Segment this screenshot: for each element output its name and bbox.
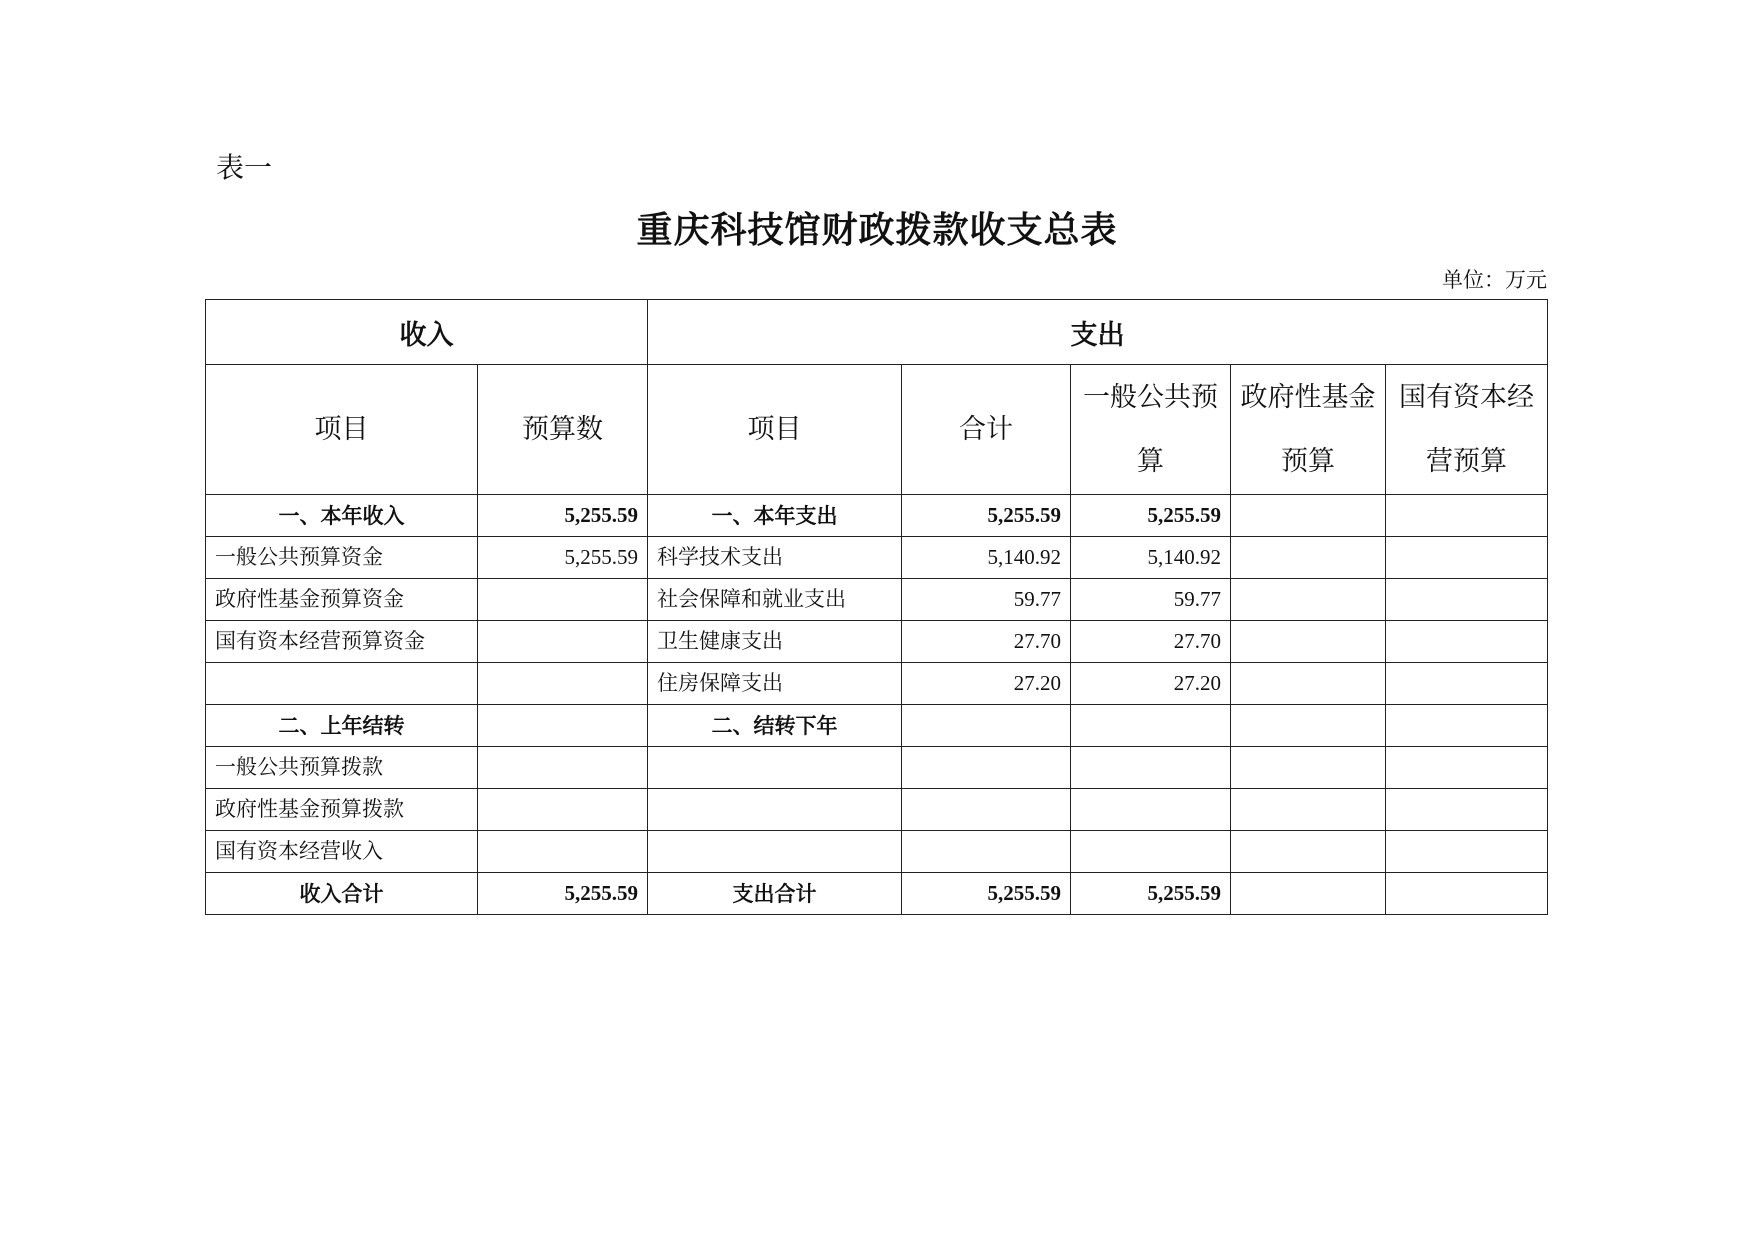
table-row (206, 705, 1548, 747)
gov-fund-cell (1231, 663, 1386, 705)
income-item-cell: 一、本年收入 (206, 495, 478, 537)
total-cell: 5,140.92 (902, 537, 1071, 579)
expense-item-cell: 卫生健康支出 (648, 621, 902, 663)
gov-fund-cell (1231, 495, 1386, 537)
income-item-cell: 一般公共预算拨款 (206, 747, 478, 789)
column-header-income-item: 项目 (206, 365, 478, 495)
expense-item-cell (648, 747, 902, 789)
general-public-cell: 59.77 (1071, 579, 1231, 621)
table-row (206, 789, 1548, 831)
total-cell: 5,255.59 (902, 873, 1071, 915)
total-cell (902, 831, 1071, 873)
general-public-cell (1071, 747, 1231, 789)
table-row (206, 495, 1548, 537)
general-public-cell: 5,255.59 (1071, 873, 1231, 915)
gov-fund-cell (1231, 873, 1386, 915)
unit-label: 单位：万元 (1442, 268, 1547, 292)
expense-group-header: 支出 (648, 300, 1548, 365)
state-capital-cell (1386, 579, 1548, 621)
income-item-cell: 政府性基金预算拨款 (206, 789, 478, 831)
state-capital-cell (1386, 789, 1548, 831)
state-capital-cell (1386, 705, 1548, 747)
total-cell: 27.70 (902, 621, 1071, 663)
state-capital-cell (1386, 747, 1548, 789)
income-budget-cell (478, 747, 648, 789)
total-cell (902, 705, 1071, 747)
gov-fund-cell (1231, 705, 1386, 747)
income-total-label-cell: 收入合计 (206, 873, 478, 915)
total-cell: 5,255.59 (902, 495, 1071, 537)
total-cell (902, 747, 1071, 789)
general-public-cell (1071, 831, 1231, 873)
income-item-cell (206, 663, 478, 705)
total-cell: 59.77 (902, 579, 1071, 621)
column-header-total: 合计 (902, 365, 1071, 495)
gov-fund-cell (1231, 579, 1386, 621)
expense-item-cell: 社会保障和就业支出 (648, 579, 902, 621)
income-budget-cell (478, 705, 648, 747)
state-capital-cell (1386, 537, 1548, 579)
state-capital-cell (1386, 663, 1548, 705)
income-budget-cell (478, 831, 648, 873)
income-budget-cell: 5,255.59 (478, 495, 648, 537)
budget-summary-table (205, 299, 1548, 915)
income-group-header: 收入 (206, 300, 648, 365)
table-row (206, 537, 1548, 579)
column-header-row (206, 365, 1548, 495)
income-budget-cell (478, 789, 648, 831)
table-number-label: 表一 (216, 151, 273, 184)
general-public-cell: 5,255.59 (1071, 495, 1231, 537)
table-row (206, 579, 1548, 621)
income-item-cell: 国有资本经营预算资金 (206, 621, 478, 663)
column-header-state-capital-budget: 国有资本经营预算 (1386, 365, 1548, 495)
income-budget-cell: 5,255.59 (478, 873, 648, 915)
income-budget-cell (478, 621, 648, 663)
income-item-cell: 国有资本经营收入 (206, 831, 478, 873)
column-header-gov-fund-budget: 政府性基金预算 (1231, 365, 1386, 495)
income-item-cell: 政府性基金预算资金 (206, 579, 478, 621)
table-row (206, 663, 1548, 705)
gov-fund-cell (1231, 789, 1386, 831)
general-public-cell (1071, 705, 1231, 747)
expense-item-cell (648, 831, 902, 873)
income-budget-cell (478, 663, 648, 705)
income-item-cell: 一般公共预算资金 (206, 537, 478, 579)
income-budget-cell: 5,255.59 (478, 537, 648, 579)
expense-item-cell: 住房保障支出 (648, 663, 902, 705)
table-row (206, 747, 1548, 789)
expense-item-cell: 二、结转下年 (648, 705, 902, 747)
gov-fund-cell (1231, 831, 1386, 873)
expense-item-cell: 一、本年支出 (648, 495, 902, 537)
total-cell: 27.20 (902, 663, 1071, 705)
income-budget-cell (478, 579, 648, 621)
state-capital-cell (1386, 873, 1548, 915)
column-header-general-public-budget: 一般公共预算 (1071, 365, 1231, 495)
state-capital-cell (1386, 831, 1548, 873)
general-public-cell: 27.70 (1071, 621, 1231, 663)
general-public-cell: 27.20 (1071, 663, 1231, 705)
state-capital-cell (1386, 495, 1548, 537)
general-public-cell: 5,140.92 (1071, 537, 1231, 579)
group-header-row (206, 300, 1548, 365)
column-header-expense-item: 项目 (648, 365, 902, 495)
gov-fund-cell (1231, 621, 1386, 663)
gov-fund-cell (1231, 537, 1386, 579)
general-public-cell (1071, 789, 1231, 831)
table-row (206, 831, 1548, 873)
document-title: 重庆科技馆财政拨款收支总表 (636, 209, 1118, 251)
column-header-income-budget: 预算数 (478, 365, 648, 495)
table-row (206, 621, 1548, 663)
table-row (206, 873, 1548, 915)
total-cell (902, 789, 1071, 831)
income-item-cell: 二、上年结转 (206, 705, 478, 747)
gov-fund-cell (1231, 747, 1386, 789)
state-capital-cell (1386, 621, 1548, 663)
expense-item-cell (648, 789, 902, 831)
expense-item-cell: 科学技术支出 (648, 537, 902, 579)
expense-total-label-cell: 支出合计 (648, 873, 902, 915)
